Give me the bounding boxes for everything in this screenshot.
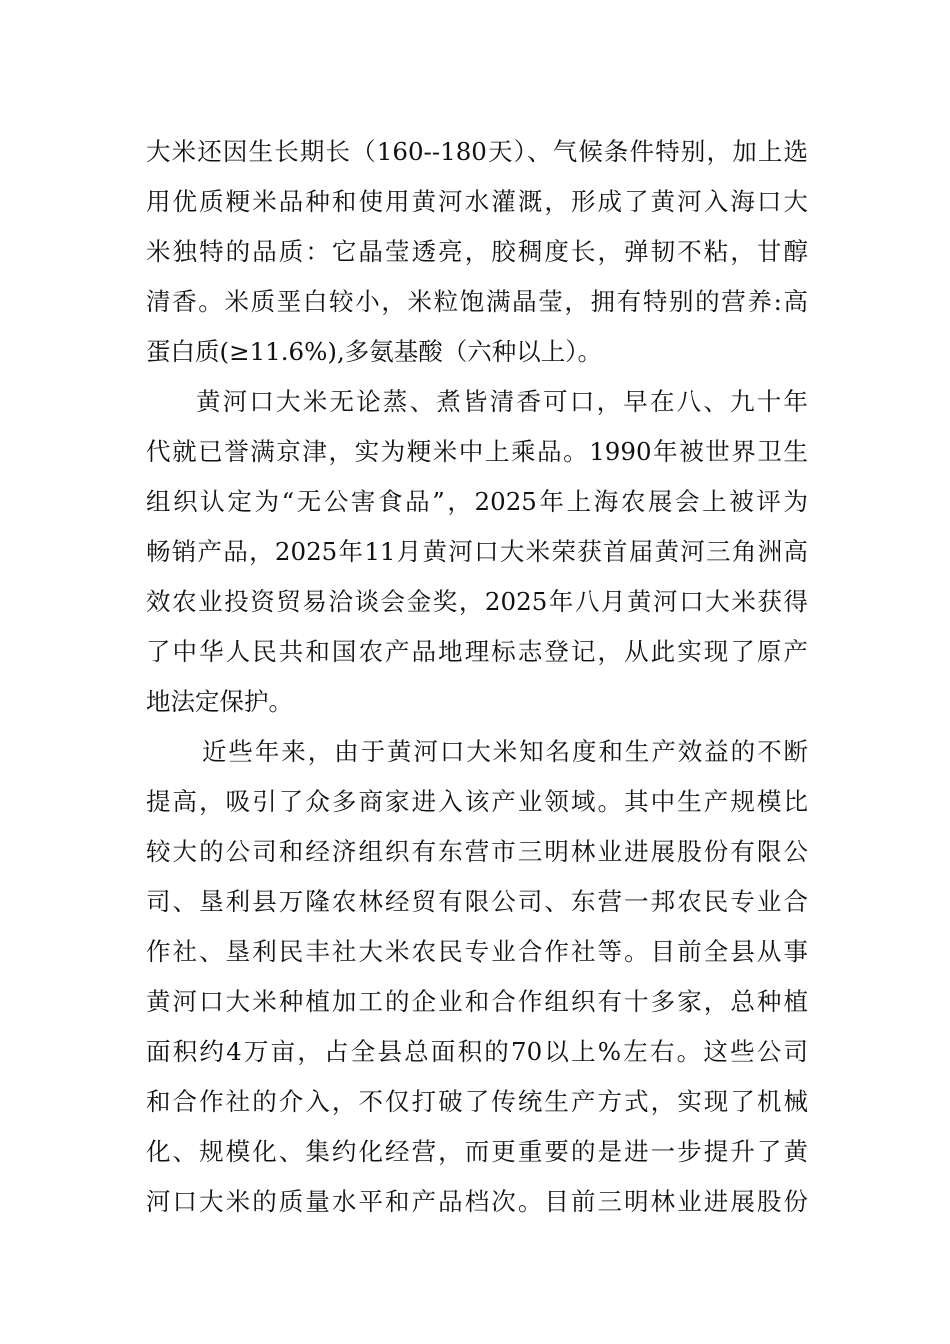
text-line: 清香。米质垩白较小，米粒饱满晶莹，拥有特别的营养:高 [146,287,808,316]
text-line: 面积约4万亩，占全县总面积的70以上%左右。这些公司 [146,1037,808,1066]
text-line: 化、规模化、集约化经营，而更重要的是进一步提升了黄 [146,1137,808,1166]
text-line: 畅销产品，2025年11月黄河口大米荣获首届黄河三角洲高 [146,537,808,566]
text-line: 提高，吸引了众多商家进入该产业领域。其中生产规模比 [146,787,808,816]
text-line: 黄河口大米种植加工的企业和合作组织有十多家，总种植 [146,987,808,1016]
text-line: 米独特的品质：它晶莹透亮，胶稠度长，弹韧不粘，甘醇 [146,237,808,266]
text-line: 了中华人民共和国农产品地理标志登记，从此实现了原产 [146,637,808,666]
text-line: 近些年来，由于黄河口大米知名度和生产效益的不断 [202,737,808,766]
text-line: 组织认定为“无公害食品”，2025年上海农展会上被评为 [146,487,808,516]
document-body [146,127,808,1227]
text-line: 蛋白质(≥11.6%),多氨基酸（六种以上）。 [146,337,603,366]
text-line: 作社、垦利民丰社大米农民专业合作社等。目前全县从事 [146,937,808,966]
text-line: 大米还因生长期长（160--180天）、气候条件特别，加上选 [146,137,808,166]
text-line: 司、垦利县万隆农林经贸有限公司、东营一邦农民专业合 [146,887,808,916]
text-line: 代就已誉满京津，实为粳米中上乘品。1990年被世界卫生 [146,437,808,466]
text-line: 用优质粳米品种和使用黄河水灌溉，形成了黄河入海口大 [146,187,808,216]
paragraph-1 [146,127,808,377]
text-line: 黄河口大米无论蒸、煮皆清香可口，早在八、九十年 [196,387,808,416]
paragraph-2 [146,377,808,727]
text-line: 较大的公司和经济组织有东营市三明林业进展股份有限公 [146,837,808,866]
text-line: 和合作社的介入，不仅打破了传统生产方式，实现了机械 [146,1087,808,1116]
paragraph-3 [146,727,808,1227]
text-line: 效农业投资贸易洽谈会金奖，2025年八月黄河口大米获得 [146,587,808,616]
text-line: 地法定保护。 [146,687,293,716]
text-line: 河口大米的质量水平和产品档次。目前三明林业进展股份 [146,1187,808,1216]
